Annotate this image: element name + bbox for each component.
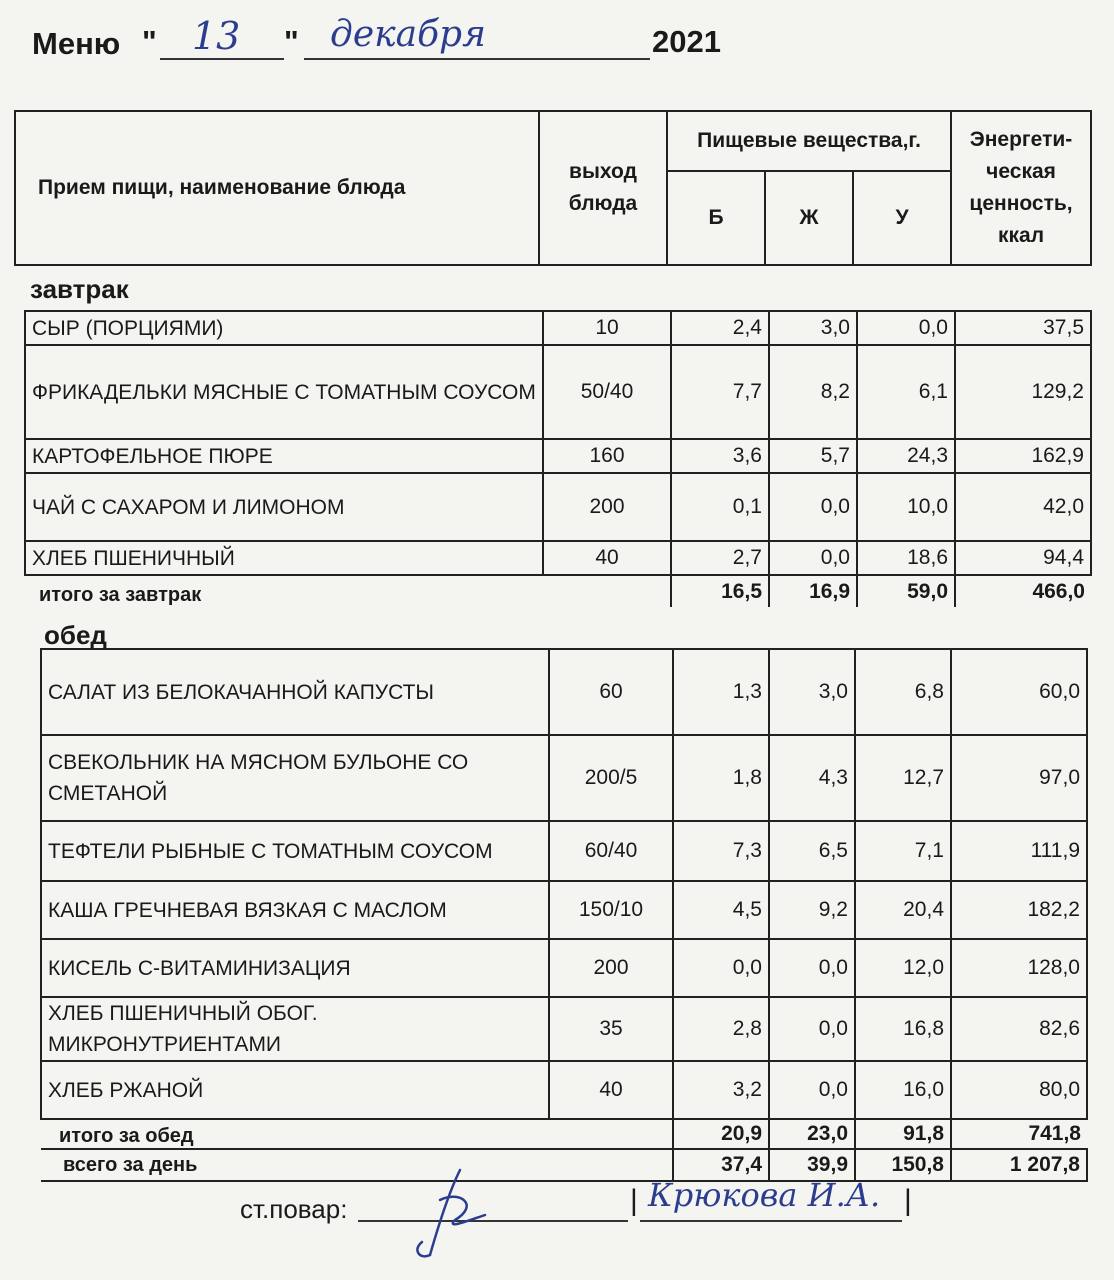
dish-carbs: 16,8 xyxy=(855,997,951,1061)
dish-kcal: 82,6 xyxy=(951,997,1087,1061)
dish-fat: 0,0 xyxy=(769,473,857,541)
dish-fat: 0,0 xyxy=(769,997,855,1061)
table-row xyxy=(25,541,1091,575)
header-table xyxy=(14,110,1092,266)
table-row xyxy=(41,881,1087,939)
dish-protein: 2,8 xyxy=(673,997,769,1061)
dish-protein: 2,7 xyxy=(671,541,769,575)
open-quote: " xyxy=(142,24,157,59)
dish-yield: 60/40 xyxy=(549,821,673,881)
lunch-table xyxy=(40,648,1088,1182)
dish-carbs: 0,0 xyxy=(857,311,955,345)
dish-fat: 0,0 xyxy=(769,1061,855,1119)
header-fat: Ж xyxy=(765,171,853,265)
total-protein: 20,9 xyxy=(673,1119,769,1149)
table-row xyxy=(25,473,1091,541)
bracket-right: | xyxy=(904,1184,912,1217)
dish-kcal: 182,2 xyxy=(951,881,1087,939)
lunch-total-label: итого за обед xyxy=(59,1125,194,1147)
dish-kcal: 162,9 xyxy=(955,439,1091,473)
month-underline xyxy=(304,58,650,60)
signature-scribble xyxy=(400,1160,520,1270)
dish-name: ФРИКАДЕЛЬКИ МЯСНЫЕ С ТОМАТНЫМ СОУСОМ xyxy=(25,345,543,439)
dish-yield: 150/10 xyxy=(549,881,673,939)
dish-protein: 0,0 xyxy=(673,939,769,997)
dish-yield: 200 xyxy=(549,939,673,997)
dish-name: САЛАТ ИЗ БЕЛОКАЧАННОЙ КАПУСТЫ xyxy=(41,649,549,735)
dish-protein: 3,6 xyxy=(671,439,769,473)
dish-fat: 9,2 xyxy=(769,881,855,939)
header-yield: выход блюда xyxy=(539,111,667,265)
dish-protein: 7,7 xyxy=(671,345,769,439)
dish-name: ЧАЙ С САХАРОМ И ЛИМОНОМ xyxy=(25,473,543,541)
dish-carbs: 20,4 xyxy=(855,881,951,939)
header-energy: Энергети-ческая ценность, ккал xyxy=(951,111,1091,265)
dish-yield: 50/40 xyxy=(543,345,671,439)
menu-title xyxy=(32,14,752,64)
total-kcal: 741,8 xyxy=(951,1119,1087,1149)
dish-name: СЫР (ПОРЦИЯМИ) xyxy=(25,311,543,345)
dish-carbs: 12,0 xyxy=(855,939,951,997)
table-row xyxy=(41,649,1087,735)
dish-yield: 40 xyxy=(543,541,671,575)
dish-kcal: 80,0 xyxy=(951,1061,1087,1119)
dish-name: СВЕКОЛЬНИК НА МЯСНОМ БУЛЬОНЕ СО СМЕТАНОЙ xyxy=(41,735,549,821)
dish-fat: 0,0 xyxy=(769,939,855,997)
day-underline xyxy=(160,58,284,60)
table-row xyxy=(25,439,1091,473)
total-fat: 16,9 xyxy=(769,575,857,607)
dish-fat: 0,0 xyxy=(769,541,857,575)
dish-protein: 2,4 xyxy=(671,311,769,345)
table-row xyxy=(41,735,1087,821)
chef-signature-block xyxy=(240,1176,930,1270)
dish-fat: 3,0 xyxy=(769,311,857,345)
table-row xyxy=(41,939,1087,997)
dish-yield: 10 xyxy=(543,311,671,345)
dish-protein: 3,2 xyxy=(673,1061,769,1119)
dish-fat: 5,7 xyxy=(769,439,857,473)
handwritten-chef-name: Крюкова И.А. xyxy=(648,1176,881,1214)
lunch-section-label: обед xyxy=(44,620,107,650)
day-total-protein: 37,4 xyxy=(673,1149,769,1181)
table-row xyxy=(41,997,1087,1061)
dish-fat: 4,3 xyxy=(769,735,855,821)
dish-name: ХЛЕБ РЖАНОЙ xyxy=(41,1061,549,1119)
dish-carbs: 6,1 xyxy=(857,345,955,439)
dish-protein: 7,3 xyxy=(673,821,769,881)
bracket-left: | xyxy=(630,1184,638,1217)
dish-fat: 6,5 xyxy=(769,821,855,881)
year: 2021 xyxy=(652,24,721,59)
dish-yield: 35 xyxy=(549,997,673,1061)
dish-carbs: 6,8 xyxy=(855,649,951,735)
table-row xyxy=(25,311,1091,345)
dish-kcal: 129,2 xyxy=(955,345,1091,439)
total-fat: 23,0 xyxy=(769,1119,855,1149)
handwritten-month: декабря xyxy=(330,14,486,55)
dish-yield: 160 xyxy=(543,439,671,473)
dish-carbs: 18,6 xyxy=(857,541,955,575)
dish-name: ХЛЕБ ПШЕНИЧНЫЙ xyxy=(25,541,543,575)
breakfast-total-label: итого за завтрак xyxy=(39,584,202,606)
close-quote: " xyxy=(284,24,299,59)
total-carbs: 59,0 xyxy=(857,575,955,607)
dish-kcal: 128,0 xyxy=(951,939,1087,997)
header-protein: Б xyxy=(667,171,765,265)
dish-protein: 4,5 xyxy=(673,881,769,939)
dish-kcal: 111,9 xyxy=(951,821,1087,881)
dish-kcal: 97,0 xyxy=(951,735,1087,821)
day-total-carbs: 150,8 xyxy=(855,1149,951,1181)
header-nutrients: Пищевые вещества,г. xyxy=(667,111,951,171)
lunch-total-row xyxy=(41,1119,1087,1149)
dish-carbs: 16,0 xyxy=(855,1061,951,1119)
header-carbs: У xyxy=(853,171,951,265)
dish-yield: 60 xyxy=(549,649,673,735)
dish-name: ТЕФТЕЛИ РЫБНЫЕ С ТОМАТНЫМ СОУСОМ xyxy=(41,821,549,881)
dish-carbs: 10,0 xyxy=(857,473,955,541)
breakfast-total-row xyxy=(25,575,1091,607)
dish-kcal: 94,4 xyxy=(955,541,1091,575)
menu-word: Меню xyxy=(32,26,121,61)
dish-carbs: 12,7 xyxy=(855,735,951,821)
table-row xyxy=(41,821,1087,881)
day-total-row xyxy=(41,1149,1087,1181)
total-protein: 16,5 xyxy=(671,575,769,607)
table-row xyxy=(41,1061,1087,1119)
dish-protein: 1,8 xyxy=(673,735,769,821)
dish-carbs: 24,3 xyxy=(857,439,955,473)
breakfast-table xyxy=(24,310,1092,607)
dish-name: ХЛЕБ ПШЕНИЧНЫЙ ОБОГ. МИКРОНУТРИЕНТАМИ xyxy=(41,997,549,1061)
dish-protein: 1,3 xyxy=(673,649,769,735)
total-kcal: 466,0 xyxy=(955,575,1091,607)
dish-name: КИСЕЛЬ С-ВИТАМИНИЗАЦИЯ xyxy=(41,939,549,997)
dish-fat: 3,0 xyxy=(769,649,855,735)
handwritten-day: 13 xyxy=(192,14,241,58)
total-carbs: 91,8 xyxy=(855,1119,951,1149)
day-total-kcal: 1 207,8 xyxy=(951,1149,1087,1181)
dish-yield: 40 xyxy=(549,1061,673,1119)
day-total-label: всего за день xyxy=(41,1149,673,1181)
dish-carbs: 7,1 xyxy=(855,821,951,881)
chef-label: ст.повар: xyxy=(240,1194,348,1224)
header-dish-name: Прием пищи, наименование блюда xyxy=(15,111,539,265)
dish-name: КАША ГРЕЧНЕВАЯ ВЯЗКАЯ С МАСЛОМ xyxy=(41,881,549,939)
name-line xyxy=(640,1220,902,1222)
dish-protein: 0,1 xyxy=(671,473,769,541)
dish-yield: 200 xyxy=(543,473,671,541)
dish-name: КАРТОФЕЛЬНОЕ ПЮРЕ xyxy=(25,439,543,473)
dish-yield: 200/5 xyxy=(549,735,673,821)
breakfast-section-label: завтрак xyxy=(30,274,129,304)
dish-fat: 8,2 xyxy=(769,345,857,439)
dish-kcal: 42,0 xyxy=(955,473,1091,541)
dish-kcal: 60,0 xyxy=(951,649,1087,735)
dish-kcal: 37,5 xyxy=(955,311,1091,345)
day-total-fat: 39,9 xyxy=(769,1149,855,1181)
table-row xyxy=(25,345,1091,439)
